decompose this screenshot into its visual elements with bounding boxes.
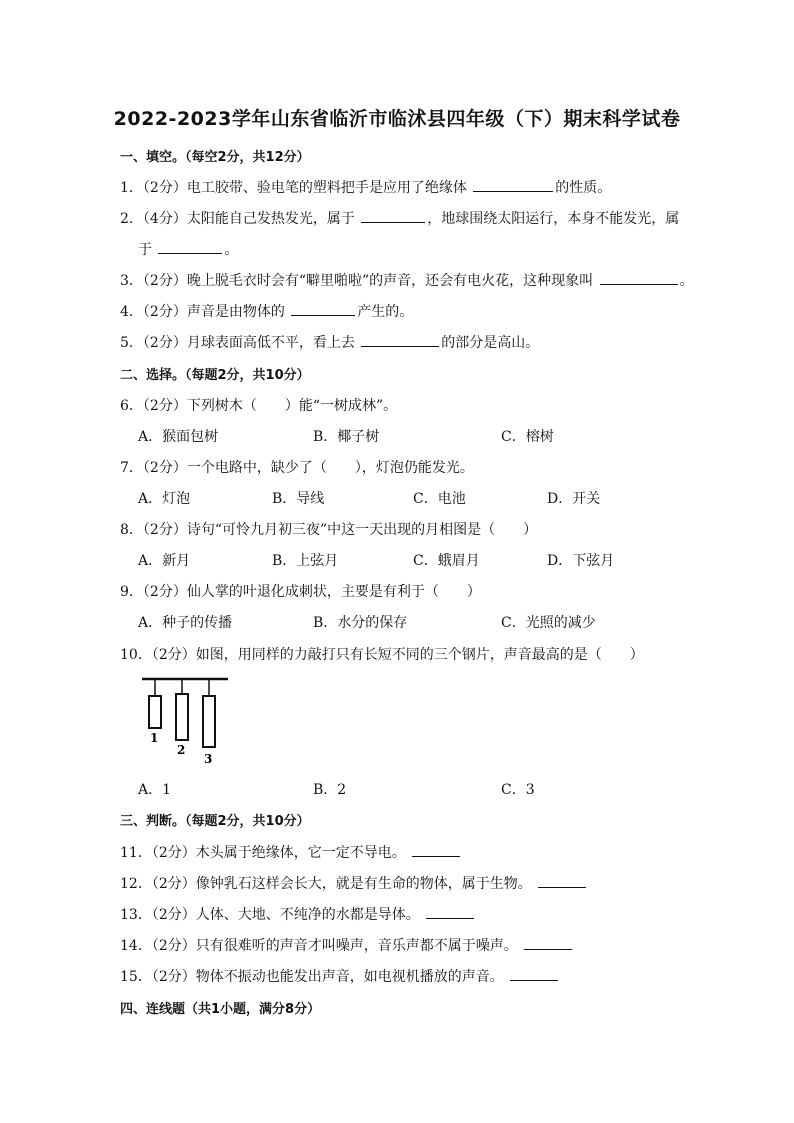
question-text: 15．（2分）物体不振动也能发出声音，如电视机播放的声音。 <box>120 969 509 985</box>
question-2-continued <box>138 239 238 259</box>
question-text: 。 <box>679 273 694 289</box>
option-a[interactable]: A．猴面包树 <box>138 429 219 445</box>
strip-label-1: 1 <box>150 731 159 745</box>
question-1 <box>120 177 611 197</box>
option-a[interactable]: A．种子的传播 <box>138 615 233 631</box>
steel-strips-figure <box>140 676 240 768</box>
option-b[interactable]: B．椰子树 <box>313 429 380 445</box>
question-text: 于 <box>138 242 157 258</box>
answer-blank[interactable] <box>524 935 572 950</box>
option-c[interactable]: C．3 <box>501 782 535 798</box>
option-b[interactable]: B．导线 <box>272 491 325 507</box>
question-text: 。 <box>224 242 239 258</box>
answer-blank[interactable] <box>291 301 355 316</box>
answer-blank[interactable] <box>426 904 474 919</box>
steel-strip-2 <box>176 694 188 740</box>
section-heading-fill-blank: 一、填空。（每空2分，共12分） <box>120 150 310 165</box>
question-4 <box>120 301 413 321</box>
section-heading-judgement: 三、判断。（每题2分，共10分） <box>120 814 310 829</box>
option-a[interactable]: A．1 <box>138 782 172 798</box>
question-text: 12．（2分）像钟乳石这样会长大，就是有生命的物体，属于生物。 <box>120 876 537 892</box>
question-text: 14．（2分）只有很难听的声音才叫噪声，音乐声都不属于噪声。 <box>120 938 523 954</box>
option-d[interactable]: D．开关 <box>547 491 601 507</box>
option-c[interactable]: C．蛾眉月 <box>413 553 480 569</box>
option-b[interactable]: B．上弦月 <box>272 553 339 569</box>
question-text: 产生的。 <box>357 304 414 320</box>
question-text: 5．（2分）月球表面高低不平，看上去 <box>120 335 360 351</box>
answer-blank[interactable] <box>361 332 439 347</box>
answer-blank[interactable] <box>473 177 553 192</box>
answer-blank[interactable] <box>538 873 586 888</box>
question-15 <box>120 966 560 986</box>
option-c[interactable]: C．榕树 <box>501 429 554 445</box>
question-text: 的性质。 <box>555 180 612 196</box>
question-text: 1．（2分）电工胶带、验电笔的塑料把手是应用了绝缘体 <box>120 180 472 196</box>
question-13 <box>120 904 476 924</box>
answer-blank[interactable] <box>600 270 678 285</box>
option-c[interactable]: C．电池 <box>413 491 466 507</box>
option-a[interactable]: A．新月 <box>138 553 191 569</box>
question-3 <box>120 270 694 290</box>
section-heading-matching: 四、连线题（共1小题，满分8分） <box>120 1002 321 1017</box>
answer-blank[interactable] <box>412 842 460 857</box>
question-text: 11．（2分）木头属于绝缘体，它一定不导电。 <box>120 845 411 861</box>
option-b[interactable]: B．水分的保存 <box>313 615 408 631</box>
question-2 <box>120 208 679 228</box>
question-text: 4．（2分）声音是由物体的 <box>120 304 290 320</box>
option-a[interactable]: A．灯泡 <box>138 491 191 507</box>
option-d[interactable]: D．下弦月 <box>547 553 615 569</box>
question-10: 10．（2分）如图，用同样的力敲打只有长短不同的三个钢片，声音最高的是（ ） <box>120 647 644 663</box>
strip-label-2: 2 <box>177 743 186 757</box>
question-text: 的部分是高山。 <box>441 335 540 351</box>
steel-strip-3 <box>203 696 215 747</box>
question-14 <box>120 935 574 955</box>
question-12 <box>120 873 588 893</box>
question-8: 8．（2分）诗句“可怜九月初三夜”中这一天出现的月相图是（ ） <box>120 522 538 538</box>
steel-strip-1 <box>149 696 161 728</box>
strip-label-3: 3 <box>204 752 213 766</box>
option-b[interactable]: B．2 <box>313 782 347 798</box>
question-text: ，地球围绕太阳运行，本身不能发光，属 <box>427 211 680 227</box>
answer-blank[interactable] <box>361 208 425 223</box>
section-heading-choice: 二、选择。（每题2分，共10分） <box>120 368 310 383</box>
question-7: 7．（2分）一个电路中，缺少了（ ），灯泡仍能发光。 <box>120 460 474 476</box>
question-text: 13．（2分）人体、大地、不纯净的水都是导体。 <box>120 907 425 923</box>
question-9: 9．（2分）仙人掌的叶退化成刺状，主要是有利于（ ） <box>120 584 481 600</box>
question-6: 6．（2分）下列树木（ ）能“一树成林”。 <box>120 398 398 414</box>
answer-blank[interactable] <box>158 239 222 254</box>
question-11 <box>120 842 462 862</box>
option-c[interactable]: C．光照的减少 <box>501 615 596 631</box>
question-text: 2．（4分）太阳能自己发热发光，属于 <box>120 211 360 227</box>
question-5 <box>120 332 539 352</box>
question-text: 3．（2分）晚上脱毛衣时会有“噼里啪啦”的声音，还会有电火花，这种现象叫 <box>120 273 598 289</box>
page-title: 2022-2023学年山东省临沂市临沭县四年级（下）期末科学试卷 <box>113 108 681 130</box>
answer-blank[interactable] <box>510 966 558 981</box>
